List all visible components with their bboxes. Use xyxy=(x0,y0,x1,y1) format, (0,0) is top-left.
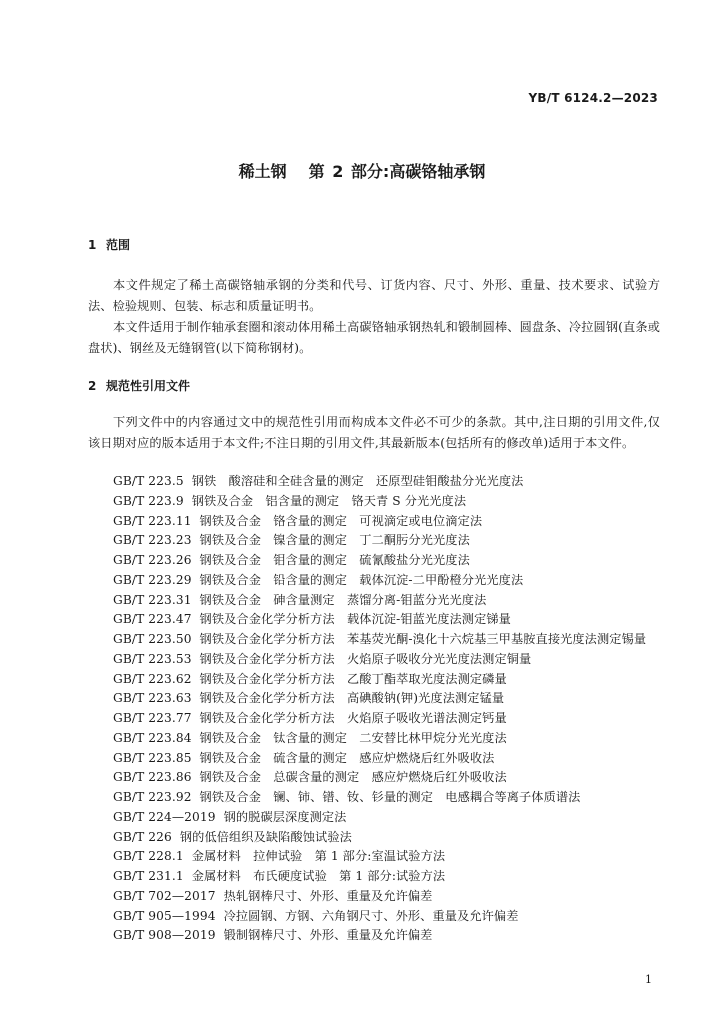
reference-title: 金属材料 布氏硬度试验 第 1 部分:试验方法 xyxy=(191,869,446,883)
reference-title: 钢铁及合金化学分析方法 载体沉淀-钼蓝光度法测定锑量 xyxy=(199,612,511,627)
reference-code: GB/T 228.1 xyxy=(113,849,184,864)
reference-item xyxy=(88,808,660,828)
reference-title: 冷拉圆钢、方钢、六角钢尺寸、外形、重量及允许偏差 xyxy=(223,908,519,923)
reference-title: 钢铁及合金 镍含量的测定 丁二酮肟分光光度法 xyxy=(199,533,470,548)
document-title xyxy=(0,159,724,182)
reference-title: 钢的脱碳层深度测定法 xyxy=(223,809,347,824)
reference-title: 钢铁及合金 镧、铈、镨、钕、钐量的测定 电感耦合等离子体质谱法 xyxy=(199,790,581,804)
section-1-number: 1 xyxy=(88,238,97,252)
section-1-paragraph-1: 本文件规定了稀土高碳铬轴承钢的分类和代号、订货内容、尺寸、外形、重量、技术要求、试验方法、检验规则、包装、标志和质量证明书。 xyxy=(88,278,660,313)
reference-code: GB/T 223.86 xyxy=(113,770,192,785)
reference-item xyxy=(88,788,660,808)
reference-title: 钢铁 酸溶硅和全硅含量的测定 还原型硅钼酸盐分光光度法 xyxy=(191,474,524,488)
reference-item xyxy=(88,591,660,611)
reference-code: GB/T 223.11 xyxy=(113,513,192,528)
reference-title: 钢铁及合金化学分析方法 乙酸丁酯萃取光度法测定磷量 xyxy=(199,671,507,686)
reference-item xyxy=(88,670,660,690)
reference-code: GB/T 223.26 xyxy=(113,553,192,567)
reference-title: 钢铁及合金 总碳含量的测定 感应炉燃烧后红外吸收法 xyxy=(199,770,507,785)
reference-item xyxy=(88,828,660,848)
reference-item xyxy=(88,867,660,887)
reference-item xyxy=(88,551,660,571)
reference-item xyxy=(88,531,660,551)
reference-item xyxy=(88,729,660,749)
reference-item xyxy=(88,768,660,788)
section-1-heading xyxy=(88,236,130,253)
section-1-title: 范围 xyxy=(106,238,131,252)
reference-item xyxy=(88,630,660,650)
reference-title: 锻制钢棒尺寸、外形、重量及允许偏差 xyxy=(223,928,433,943)
reference-code: GB/T 223.5 xyxy=(113,474,184,488)
reference-code: GB/T 223.9 xyxy=(113,493,184,508)
reference-item xyxy=(88,907,660,927)
reference-code: GB/T 224—2019 xyxy=(113,809,216,824)
reference-title: 钢的低倍组织及缺陷酸蚀试验法 xyxy=(179,829,352,844)
reference-item xyxy=(88,887,660,907)
reference-code: GB/T 223.92 xyxy=(113,790,192,804)
title-part1: 稀土钢 xyxy=(238,162,287,181)
reference-title: 钢铁及合金 砷含量测定 蒸馏分离-钼蓝分光光度法 xyxy=(199,592,487,607)
reference-item xyxy=(88,512,660,532)
reference-code: GB/T 231.1 xyxy=(113,869,184,883)
page-number: 1 xyxy=(645,973,652,986)
reference-item xyxy=(88,571,660,591)
document-code: YB/T 6124.2—2023 xyxy=(528,91,658,105)
reference-title: 金属材料 拉伸试验 第 1 部分:室温试验方法 xyxy=(191,849,446,864)
reference-list xyxy=(88,472,660,946)
reference-item xyxy=(88,650,660,670)
reference-title: 钢铁及合金 钼含量的测定 硫氰酸盐分光光度法 xyxy=(199,553,470,567)
reference-title: 钢铁及合金化学分析方法 火焰原子吸收光谱法测定钙量 xyxy=(199,711,507,725)
reference-code: GB/T 223.85 xyxy=(113,750,192,765)
reference-code: GB/T 223.50 xyxy=(113,632,192,646)
reference-code: GB/T 223.23 xyxy=(113,533,192,548)
reference-code: GB/T 223.77 xyxy=(113,711,192,725)
reference-item xyxy=(88,847,660,867)
reference-title: 钢铁及合金 钛含量的测定 二安替比林甲烷分光光度法 xyxy=(199,730,507,745)
reference-code: GB/T 223.62 xyxy=(113,671,192,686)
reference-item xyxy=(88,610,660,630)
reference-code: GB/T 223.47 xyxy=(113,612,192,627)
reference-code: GB/T 702—2017 xyxy=(113,888,216,903)
reference-item xyxy=(88,926,660,946)
reference-code: GB/T 226 xyxy=(113,829,172,844)
section-2-number: 2 xyxy=(88,379,97,393)
reference-title: 钢铁及合金 铬含量的测定 可视滴定或电位滴定法 xyxy=(199,513,483,528)
reference-title: 钢铁及合金化学分析方法 苯基荧光酮-溴化十六烷基三甲基胺直接光度法测定锡量 xyxy=(199,632,647,646)
reference-item xyxy=(88,492,660,512)
reference-code: GB/T 905—1994 xyxy=(113,908,216,923)
reference-code: GB/T 223.84 xyxy=(113,730,192,745)
section-2-title: 规范性引用文件 xyxy=(106,379,191,393)
reference-code: GB/T 223.53 xyxy=(113,651,192,666)
reference-title: 钢铁及合金化学分析方法 火焰原子吸收分光光度法测定铜量 xyxy=(199,651,532,666)
reference-item xyxy=(88,709,660,729)
title-part2: 第 2 部分:高碳铬轴承钢 xyxy=(308,162,486,181)
section-2-intro: 下列文件中的内容通过文中的规范性引用而构成本文件必不可少的条款。其中,注日期的引用文件,仅该日期对应的版本适用于本文件;不注日期的引用文件,其最新版本(包括所有的修改单)适用于本文件。 xyxy=(88,415,660,450)
reference-code: GB/T 223.63 xyxy=(113,691,192,706)
reference-code: GB/T 908—2019 xyxy=(113,928,216,943)
reference-item xyxy=(88,472,660,492)
section-2-heading xyxy=(88,377,190,394)
section-1-paragraph-2: 本文件适用于制作轴承套圈和滚动体用稀土高碳铬轴承钢热轧和锻制圆棒、圆盘条、冷拉圆钢(直条或盘状)、钢丝及无缝钢管(以下简称钢材)。 xyxy=(88,320,660,355)
reference-code: GB/T 223.31 xyxy=(113,592,192,607)
reference-code: GB/T 223.29 xyxy=(113,572,192,587)
reference-title: 钢铁及合金 铅含量的测定 载体沉淀-二甲酚橙分光光度法 xyxy=(199,572,524,587)
reference-title: 钢铁及合金 硫含量的测定 感应炉燃烧后红外吸收法 xyxy=(199,750,495,765)
reference-title: 热轧钢棒尺寸、外形、重量及允许偏差 xyxy=(223,888,433,903)
reference-title: 钢铁及合金化学分析方法 高碘酸钠(钾)光度法测定锰量 xyxy=(199,691,505,706)
reference-title: 钢铁及合金 铝含量的测定 铬天青 S 分光光度法 xyxy=(191,493,467,508)
reference-item xyxy=(88,749,660,769)
reference-item xyxy=(88,689,660,709)
